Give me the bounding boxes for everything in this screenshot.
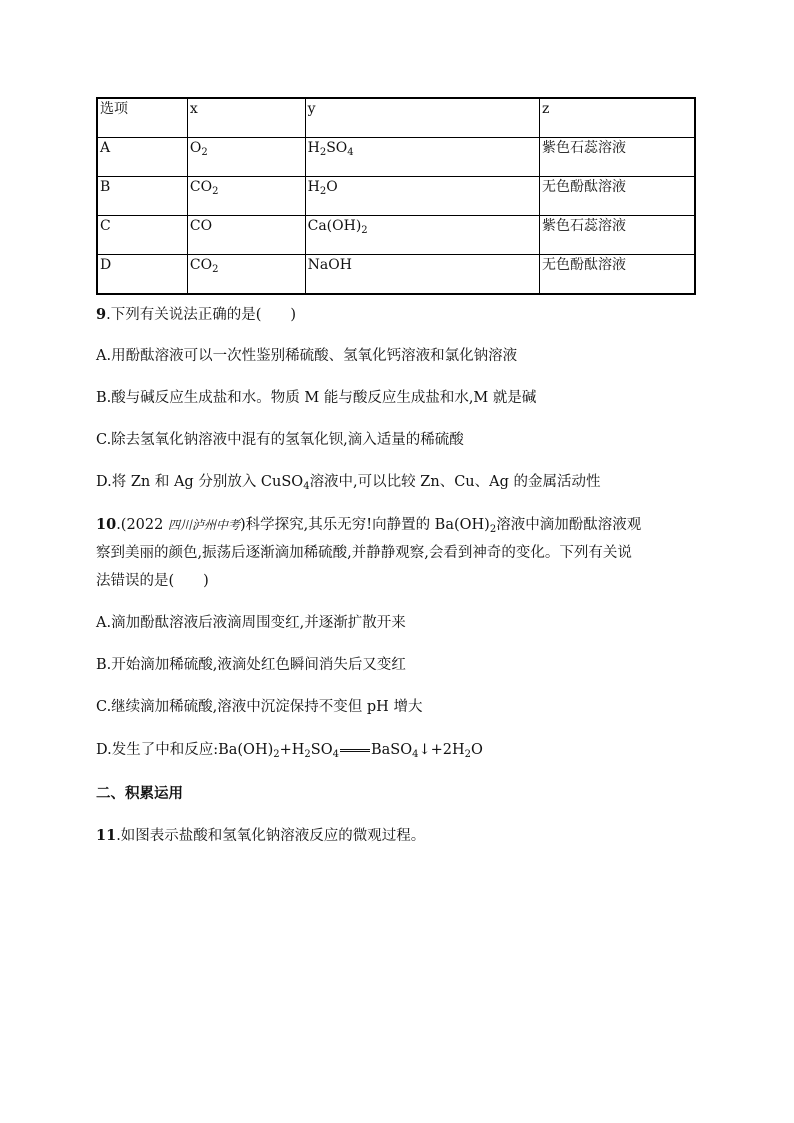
table-header-row <box>97 98 695 138</box>
table-row <box>97 138 695 177</box>
table-cell-z: 无色酚酞溶液 <box>540 255 695 295</box>
options-table <box>96 97 696 295</box>
table-header-cell: x <box>187 98 305 138</box>
q9-option-b: B.酸与碱反应生成盐和水。物质 M 能与酸反应生成盐和水,M 就是碱 <box>96 390 537 406</box>
equation-equals-sign <box>340 749 370 752</box>
q9-stem: 9.下列有关说法正确的是( ) <box>96 306 297 323</box>
table-cell-x: CO <box>187 216 305 255</box>
q10-stem-line3: 法错误的是( ) <box>96 573 209 589</box>
table-cell-x: $CO_2$ <box>187 255 305 295</box>
table-row <box>97 255 695 295</box>
table-cell-y: $H_2SO_4$ <box>305 138 539 177</box>
table-cell-option: D <box>97 255 187 295</box>
table-header-cell: y <box>305 98 539 138</box>
table-cell-z: 紫色石蕊溶液 <box>540 216 695 255</box>
q11-stem: 11.如图表示盐酸和氢氧化钠溶液反应的微观过程。 <box>96 827 426 844</box>
table-cell-y: $Ca(OH)_2$ <box>305 216 539 255</box>
table-cell-option: A <box>97 138 187 177</box>
q9-option-a: A.用酚酞溶液可以一次性鉴别稀硫酸、氢氧化钙溶液和氯化钠溶液 <box>96 348 518 364</box>
table-cell-option: B <box>97 177 187 216</box>
q10-option-b: B.开始滴加稀硫酸,液滴处红色瞬间消失后又变红 <box>96 657 406 673</box>
table-header-cell: 选项 <box>97 98 187 138</box>
q10-option-a: A.滴加酚酞溶液后液滴周围变红,并逐渐扩散开来 <box>96 615 406 631</box>
q9-option-c: C.除去氢氧化钠溶液中混有的氢氧化钡,滴入适量的稀硫酸 <box>96 432 464 448</box>
q10-option-d: D.发生了中和反应$:Ba(OH)_2+H_2SO_4$ $BaSO_4↓+2H_2O$ <box>96 742 483 760</box>
table-cell-x: $O_2$ <box>187 138 305 177</box>
table-header-cell: z <box>540 98 695 138</box>
table-row <box>97 177 695 216</box>
table-cell-option: C <box>97 216 187 255</box>
q10-stem-line1: 10.(2022 四川泸州中考)科学探究,其乐无穷!向静置的 $Ba(OH)_2$溶液中滴加酚酞溶液观 <box>96 516 642 535</box>
q10-option-c: C.继续滴加稀硫酸,溶液中沉淀保持不变但 pH 增大 <box>96 699 423 715</box>
table-cell-y: $H_2O$ <box>305 177 539 216</box>
q9-option-d: D.将 Zn 和 Ag 分别放入 CuSO$_4$溶液中,可以比较 Zn、Cu、Ag 的金属活动性 <box>96 474 601 492</box>
table-row <box>97 216 695 255</box>
table-cell-x: $CO_2$ <box>187 177 305 216</box>
table-cell-z: 紫色石蕊溶液 <box>540 138 695 177</box>
q10-stem-line2: 察到美丽的颜色,振荡后逐渐滴加稀硫酸,并静静观察,会看到神奇的变化。下列有关说 <box>96 545 632 561</box>
section-heading: 二、积累运用 <box>96 785 183 802</box>
table-cell-z: 无色酚酞溶液 <box>540 177 695 216</box>
table-cell-y: NaOH <box>305 255 539 295</box>
